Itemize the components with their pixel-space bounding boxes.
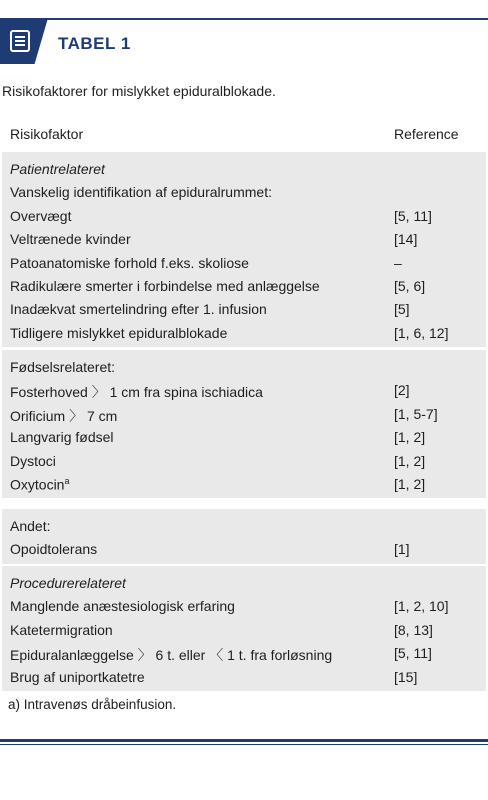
table-row (2, 158, 486, 181)
column-header-reference: Reference (394, 126, 459, 142)
table-row (2, 275, 486, 298)
reference-cell: [1, 2, 10] (394, 598, 449, 615)
risk-factor-cell: Epiduralanlæggelse 〉 6 t. eller 〈 1 t. fra forløsning (10, 647, 333, 664)
risk-factor-cell: Procedurerelateret (10, 575, 126, 591)
table-row (2, 356, 486, 379)
reference-cell: [1, 2] (394, 476, 426, 492)
table-row (2, 619, 486, 642)
risk-factor-cell: Vanskelig identifikation af epiduralrummet: (10, 184, 272, 201)
reference-cell: [1] (394, 541, 410, 558)
table-row (2, 515, 486, 538)
table-row (2, 322, 486, 345)
document-list-icon (10, 30, 30, 52)
risk-factor-cell: Brug af uniportkatetre (10, 668, 145, 685)
risk-factor-cell: Fødselsrelateret: (10, 359, 116, 375)
row-group (2, 350, 486, 498)
row-group (2, 152, 486, 347)
table-row (2, 228, 486, 251)
row-group (2, 509, 486, 564)
table-row (2, 473, 486, 496)
bottom-rule-thin (0, 744, 488, 745)
footnote-marker: a (64, 476, 70, 486)
reference-cell: [1, 2] (394, 452, 426, 469)
reference-cell: [5, 6] (394, 278, 426, 294)
table-row (2, 403, 486, 426)
table-row (2, 572, 486, 595)
risk-factor-cell: Andet: (10, 518, 51, 534)
reference-cell: [1, 6, 12] (394, 324, 449, 341)
reference-cell: – (394, 254, 402, 271)
table-row (2, 426, 486, 449)
reference-cell: [2] (394, 382, 410, 399)
risk-factor-cell: Langvarig fødsel (10, 429, 114, 446)
table-row (2, 642, 486, 665)
table-row (2, 666, 486, 689)
header-tab (0, 18, 48, 64)
reference-cell: [8, 13] (394, 621, 433, 638)
reference-cell: [5, 11] (394, 207, 432, 224)
reference-cell: [1, 2] (394, 429, 426, 446)
risk-factor-cell: Tidligere mislykket epiduralblokade (10, 324, 228, 341)
table-caption: Risikofaktorer for mislykket epiduralblokade. (2, 83, 276, 99)
risk-factor-cell: Fosterhoved 〉 1 cm fra spina ischiadica (10, 384, 263, 401)
table-footnote: a) Intravenøs dråbeinfusion. (8, 697, 177, 712)
risk-factor-cell: Veltrænede kvinder (10, 231, 131, 248)
risk-factor-cell: Oxytocin$^a$ (10, 476, 70, 493)
risk-factor-cell: Katetermigration (10, 621, 113, 638)
row-group (2, 566, 486, 691)
reference-cell: [5] (394, 301, 410, 318)
table-title: TABEL 1 (58, 34, 131, 53)
risk-factor-cell: Patoanatomiske forhold f.eks. skoliose (10, 254, 249, 271)
table-row (2, 379, 486, 402)
table-row (2, 538, 486, 561)
risk-factor-cell: Inadækvat smertelindring efter 1. infusion (10, 301, 267, 318)
reference-cell: [15] (394, 668, 418, 685)
reference-cell: [1, 5-7] (394, 405, 438, 422)
risk-factor-cell: Manglende anæstesiologisk erfaring (10, 598, 235, 615)
table-row (2, 181, 486, 204)
table-row (2, 450, 486, 473)
risk-factor-cell: Dystoci (10, 452, 56, 469)
header-rule (44, 18, 488, 20)
risk-factor-cell: Opoidtolerans (10, 541, 98, 558)
bottom-rule (0, 739, 488, 742)
risk-factor-cell: Radikulære smerter i forbindelse med anlæggelse (10, 278, 320, 294)
column-header-factor: Risikofaktor (10, 126, 84, 142)
reference-cell: [14] (394, 231, 418, 248)
table-header (0, 18, 488, 64)
table-row (2, 298, 486, 321)
risk-factor-cell: Overvægt (10, 207, 72, 224)
table-row (2, 205, 486, 228)
table-row (2, 252, 486, 275)
table-row (2, 595, 486, 618)
risk-factor-cell: Patientrelateret (10, 161, 105, 177)
risk-factor-cell: Orificium 〉 7 cm (10, 407, 118, 424)
reference-cell: [5, 11] (394, 645, 432, 662)
